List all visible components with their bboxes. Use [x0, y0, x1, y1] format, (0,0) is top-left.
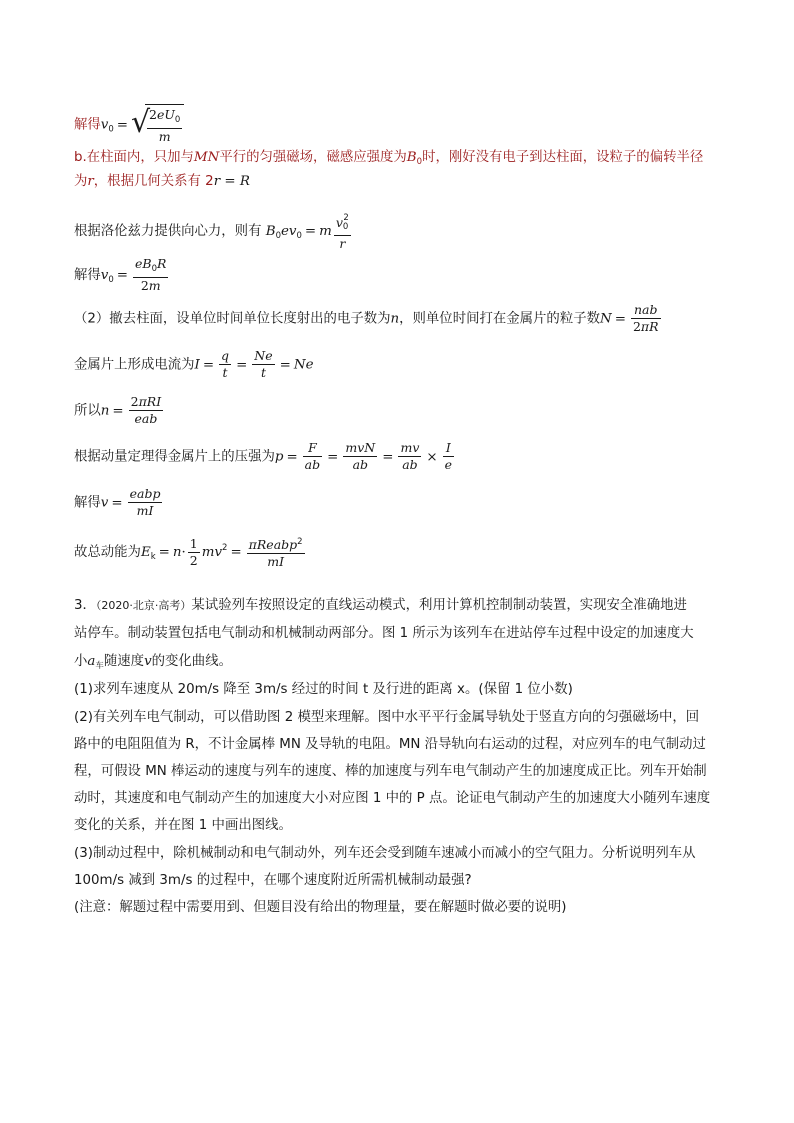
text: 站停车。制动装置包括电气制动和机械制动两部分。图 1 所示为该列车在进站停车过程中设定的加速度大 [74, 626, 694, 641]
text: 随速度 [103, 654, 145, 669]
text: 小 [74, 654, 88, 669]
text: 的变化曲线。 [151, 654, 232, 669]
text: 故总动能为 [74, 545, 141, 560]
text: 解得 [74, 268, 101, 283]
question-number: 3． [74, 598, 96, 613]
solution-part-b [74, 148, 703, 172]
text: 根据动量定理得金属片上的压强为 [74, 449, 275, 465]
solution-part-2: （2）撤去柱面，设单位时间单位长度射出的电子数为n，则单位时间打在金属片的粒子数N = $\frac{\text{nab}}{2\pi R}$ [74, 302, 659, 334]
text: 某试验列车按照设定的直线运动模式，利用计算机控制制动装置，实现安全准确地进 [191, 598, 687, 613]
sqrt-expression: √ $\frac{2eU_0}{m}$ [131, 104, 184, 145]
question-3-sub-2-line-3 [74, 762, 707, 782]
subscript: 0 [416, 157, 423, 167]
var-mn: MN [193, 150, 220, 165]
text: 动时，其速度和电气制动产生的加速度大小对应图 1 中的 P 点。论证电气制动产生的加速度大小随列车速度 [74, 791, 711, 806]
text: 100m/s 减到 3m/s 的过程中，在哪个速度附近所需机械制动最强? [74, 873, 472, 888]
solution-kinetic-energy: 故总动能为$E_k = n\cdot$ $\frac{1}{2}$ $mv^2$ = $\frac{\pi Reabp^2}{mI}$ [74, 535, 303, 569]
solution-v: 解得v = $\frac{\text{eabp}}{mI}$ [74, 486, 161, 518]
var-a: a [87, 654, 96, 669]
text: 程，可假设 MN 棒运动的速度与列车的速度、棒的加速度与列车电气制动产生的加速度成正比。列车开始制 [74, 764, 707, 779]
solution-n: 所以n = $\frac{\text{2πRI}}{\text{eab}}$ [74, 394, 162, 426]
text: 根据洛伦兹力提供向心力，则有 [74, 224, 262, 239]
text: 解得 [74, 495, 101, 511]
text: b.在柱面内，只加与 [74, 150, 194, 165]
text: （2）撤去柱面，设单位时间单位长度射出的电子数为 [74, 311, 391, 327]
text: (3)制动过程中，除机械制动和电气制动外，列车还会受到随车速减小而减小的空气阻力。分析说明列车从 [74, 846, 696, 861]
question-3-sub-1 [74, 680, 573, 700]
question-3-line-1 [74, 596, 687, 616]
text: 时，刚好没有电子到达柱面，设粒子的偏转半径 [422, 150, 704, 165]
solution-geometry [74, 172, 250, 192]
solution-lorentz: 根据洛伦兹力提供向心力，则有 $B_0ev_0 = m$ $\frac{v_0^2}{r}$ [74, 210, 353, 252]
var-n: n [390, 311, 400, 327]
text: 解得 [74, 117, 101, 133]
text: (2)有关列车电气制动，可以借助图 2 模型来理解。图中水平平行金属导轨处于竖直方向的匀强磁场中，回 [74, 710, 700, 725]
solution-v0-sqrt: 解得$v_0$ = √ $\frac{2eU_0}{m}$ [74, 104, 184, 145]
question-3-sub-3-line-2 [74, 871, 472, 891]
question-3-sub-2-line-4 [74, 789, 710, 809]
subscript: 车 [95, 661, 104, 671]
question-3-sub-3-line-1 [74, 844, 696, 864]
text: 金属片上形成电流为 [74, 357, 195, 373]
solution-v0-result: 解得$v_0$ = $\frac{eB_0R}{2m}$ [74, 256, 167, 293]
text: (1)求列车速度从 20m/s 降至 3m/s 经过的时间 t 及行进的距离 x。(保留 1 位小数) [74, 682, 573, 697]
var-v: v [144, 654, 152, 669]
solution-current: 金属片上形成电流为I = $\frac{q}{t}$ = $\frac{Ne}{t}$ = Ne [74, 348, 314, 380]
question-3-sub-2-line-5 [74, 816, 292, 836]
text: 平行的匀强磁场，磁感应强度为 [219, 150, 407, 165]
var-b0: B [406, 150, 417, 165]
question-3-line-2 [74, 624, 694, 644]
question-3-sub-2-line-2 [74, 735, 706, 755]
question-source: （2020·北京·高考） [95, 599, 192, 612]
text: 所以 [74, 403, 101, 419]
text: 变化的关系，并在图 1 中画出图线。 [74, 818, 292, 833]
text: (注意：解题过程中需要用到、但题目没有给出的物理量，要在解题时做必要的说明) [74, 900, 567, 915]
text: ，则单位时间打在金属片的粒子数 [399, 311, 600, 327]
text: ，根据几何关系有 2 [93, 174, 214, 189]
question-3-sub-2-line-1 [74, 708, 699, 728]
text: 为 [74, 174, 88, 189]
text: 路中的电阻阻值为 R，不计金属棒 MN 及导轨的电阻。MN 沿导轨向右运动的过程，对应列车的电气制动过 [74, 737, 706, 752]
question-3-line-3 [74, 652, 232, 676]
question-3-note [74, 898, 567, 918]
var-r: r [87, 174, 94, 189]
solution-pressure: 根据动量定理得金属片上的压强为p = $\frac{F}{ab}$ = $\frac{\text{mvN}}{ab}$ = $\frac{mv}{ab}$ × $\frac{I}{e}$ [74, 440, 453, 472]
equation: r = R [213, 174, 250, 189]
